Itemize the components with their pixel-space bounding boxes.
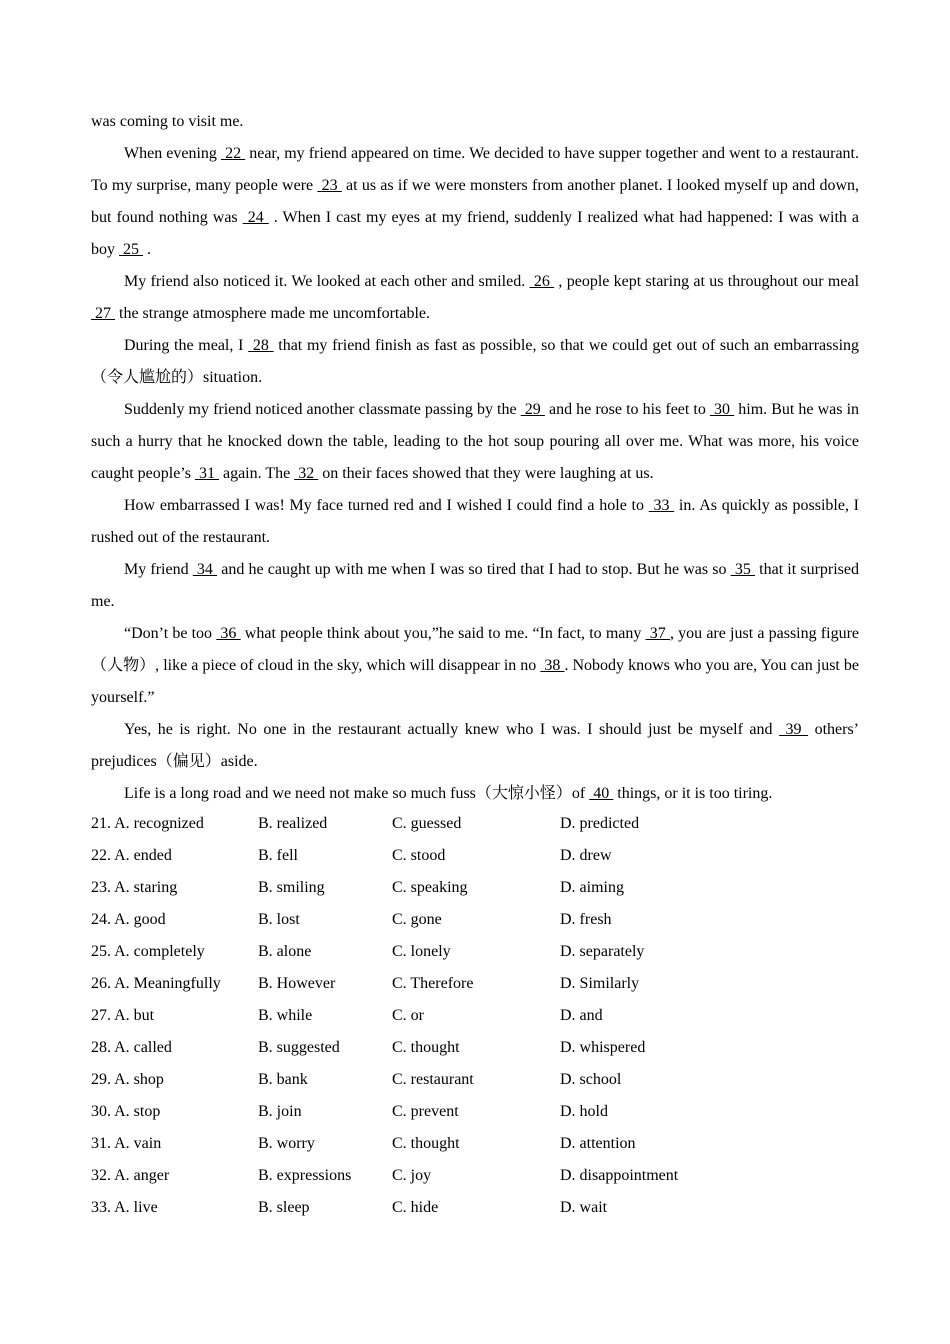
option-choice: 29. A. shop	[91, 1071, 164, 1088]
option-choice: C. Therefore	[392, 975, 474, 992]
option-choice: 24. A. good	[91, 911, 166, 928]
passage-text: that it surprised me.	[91, 561, 860, 610]
passage-text: “Don’t be too	[124, 625, 217, 642]
option-choice: 23. A. staring	[91, 879, 178, 896]
passage-text: How embarrassed I was! My face turned red and I wished I could find a hole to	[124, 497, 649, 514]
passage-paragraph	[91, 138, 859, 266]
passage-text: others’ prejudices（偏见）aside.	[91, 721, 859, 770]
blank-number: 35	[730, 561, 755, 578]
question-options-row	[91, 1128, 859, 1160]
option-choice: D. hold	[560, 1103, 608, 1120]
blank-number: 27	[91, 305, 115, 322]
option-choice: D. fresh	[560, 911, 612, 928]
option-choice: D. school	[560, 1071, 622, 1088]
option-choice: C. joy	[392, 1167, 432, 1184]
passage-text: My friend also noticed it. We looked at each other and smiled.	[124, 273, 530, 290]
blank-number: 25	[119, 241, 143, 258]
passage-text: Life is a long road and we need not make so much fuss（大惊小怪）of	[124, 785, 590, 802]
blank-number: 33	[648, 497, 675, 514]
option-choice: C. hide	[392, 1199, 439, 1216]
option-choice: C. gone	[392, 911, 442, 928]
passage-paragraph	[91, 106, 859, 138]
option-choice: C. or	[392, 1007, 424, 1024]
question-options-row	[91, 936, 859, 968]
blank-number: 34	[192, 561, 218, 578]
passage-text: Suddenly my friend noticed another classmate passing by the	[124, 401, 521, 418]
passage-text: on their faces showed that they were laughing at us.	[318, 465, 654, 482]
blank-number: 39	[779, 721, 809, 738]
passage-text: , people kept staring at us throughout our meal	[554, 273, 860, 290]
option-choice: C. thought	[392, 1135, 460, 1152]
passage-text: the strange atmosphere made me uncomfortable.	[115, 305, 430, 322]
question-options-row	[91, 1160, 859, 1192]
option-choice: D. attention	[560, 1135, 636, 1152]
option-choice: 22. A. ended	[91, 847, 172, 864]
passage-text: . Nobody knows who you are, You can just be yourself.”	[91, 657, 860, 706]
option-choice: 27. A. but	[91, 1007, 155, 1024]
cloze-passage	[91, 106, 859, 810]
passage-text: and he caught up with me when I was so tired that I had to stop. But he was so	[217, 561, 731, 578]
passage-paragraph	[91, 778, 859, 810]
passage-text: things, or it is too tiring.	[613, 785, 773, 802]
answer-options	[91, 808, 859, 1224]
option-choice: 31. A. vain	[91, 1135, 162, 1152]
passage-paragraph	[91, 490, 859, 554]
passage-text: , you are just a passing figure（人物）, like a piece of cloud in the sky, which will disappear in no	[91, 625, 860, 674]
question-options-row	[91, 1096, 859, 1128]
passage-text: that my friend finish as fast as possible, so that we could get out of such an embarrassing （令人尴尬的）situation.	[91, 337, 860, 386]
passage-paragraph	[91, 266, 859, 330]
passage-text: .	[143, 241, 151, 258]
option-choice: B. However	[258, 975, 336, 992]
blank-number: 23	[317, 177, 342, 194]
blank-number: 29	[520, 401, 545, 418]
blank-number: 36	[216, 625, 241, 642]
option-choice: 28. A. called	[91, 1039, 172, 1056]
option-choice: D. wait	[560, 1199, 608, 1216]
option-choice: B. worry	[258, 1135, 315, 1152]
passage-paragraph	[91, 554, 859, 618]
question-options-row	[91, 808, 859, 840]
blank-number: 37	[645, 625, 670, 642]
passage-text: near, my friend appeared on time. We decided to have supper together and went to a restaurant. To my surprise, many people were	[91, 145, 860, 194]
option-choice: B. alone	[258, 943, 312, 960]
passage-text: in. As quickly as possible, I rushed out of the restaurant.	[91, 497, 860, 546]
blank-number: 38	[540, 657, 565, 674]
question-options-row	[91, 1032, 859, 1064]
option-choice: B. expressions	[258, 1167, 352, 1184]
blank-number: 28	[248, 337, 274, 354]
blank-number: 26	[529, 273, 555, 290]
option-choice: B. fell	[258, 847, 298, 864]
passage-text: . When I cast my eyes at my friend, suddenly I realized what had happened: I was with a boy	[91, 209, 860, 258]
passage-paragraph	[91, 394, 859, 490]
question-options-row	[91, 840, 859, 872]
option-choice: C. prevent	[392, 1103, 459, 1120]
blank-number: 31	[194, 465, 219, 482]
blank-number: 24	[242, 209, 269, 226]
option-choice: D. Similarly	[560, 975, 640, 992]
question-options-row	[91, 1000, 859, 1032]
blank-number: 30	[709, 401, 735, 418]
passage-text: During the meal, I	[124, 337, 249, 354]
option-choice: 25. A. completely	[91, 943, 205, 960]
option-choice: C. restaurant	[392, 1071, 474, 1088]
option-choice: B. lost	[258, 911, 300, 928]
option-choice: 26. A. Meaningfully	[91, 975, 221, 992]
passage-text: My friend	[124, 561, 193, 578]
option-choice: 21. A. recognized	[91, 815, 204, 832]
option-choice: C. speaking	[392, 879, 468, 896]
option-choice: D. and	[560, 1007, 603, 1024]
option-choice: 30. A. stop	[91, 1103, 161, 1120]
option-choice: D. whispered	[560, 1039, 646, 1056]
passage-text: and he rose to his feet to	[544, 401, 710, 418]
passage-text: him. But he was in such a hurry that he knocked down the table, leading to the hot soup pouring all over me. What was more, his voice caught people’s	[91, 401, 860, 482]
option-choice: C. stood	[392, 847, 446, 864]
question-options-row	[91, 1192, 859, 1224]
option-choice: B. join	[258, 1103, 302, 1120]
option-choice: C. lonely	[392, 943, 451, 960]
question-options-row	[91, 904, 859, 936]
option-choice: D. predicted	[560, 815, 640, 832]
option-choice: B. while	[258, 1007, 313, 1024]
option-choice: C. guessed	[392, 815, 462, 832]
passage-text: at us as if we were monsters from another planet. I looked myself up and down, but found nothing was	[91, 177, 860, 226]
passage-text: When evening	[124, 145, 221, 162]
passage-text: was coming to visit me.	[91, 113, 244, 130]
option-choice: C. thought	[392, 1039, 460, 1056]
passage-paragraph	[91, 618, 859, 714]
option-choice: D. disappointment	[560, 1167, 679, 1184]
option-choice: D. drew	[560, 847, 612, 864]
option-choice: D. aiming	[560, 879, 624, 896]
option-choice: 32. A. anger	[91, 1167, 170, 1184]
blank-number: 22	[221, 145, 246, 162]
passage-text: Yes, he is right. No one in the restaurant actually knew who I was. I should just be myself and	[124, 721, 780, 738]
option-choice: B. suggested	[258, 1039, 340, 1056]
option-choice: B. smiling	[258, 879, 325, 896]
blank-number: 32	[294, 465, 319, 482]
option-choice: B. sleep	[258, 1199, 310, 1216]
option-choice: B. realized	[258, 815, 328, 832]
question-options-row	[91, 968, 859, 1000]
option-choice: 33. A. live	[91, 1199, 158, 1216]
passage-paragraph	[91, 330, 859, 394]
passage-paragraph	[91, 714, 859, 778]
blank-number: 40	[589, 785, 614, 802]
question-options-row	[91, 872, 859, 904]
question-options-row	[91, 1064, 859, 1096]
option-choice: B. bank	[258, 1071, 308, 1088]
passage-text: again. The	[218, 465, 295, 482]
option-choice: D. separately	[560, 943, 645, 960]
passage-text: what people think about you,”he said to me. “In fact, to many	[240, 625, 646, 642]
